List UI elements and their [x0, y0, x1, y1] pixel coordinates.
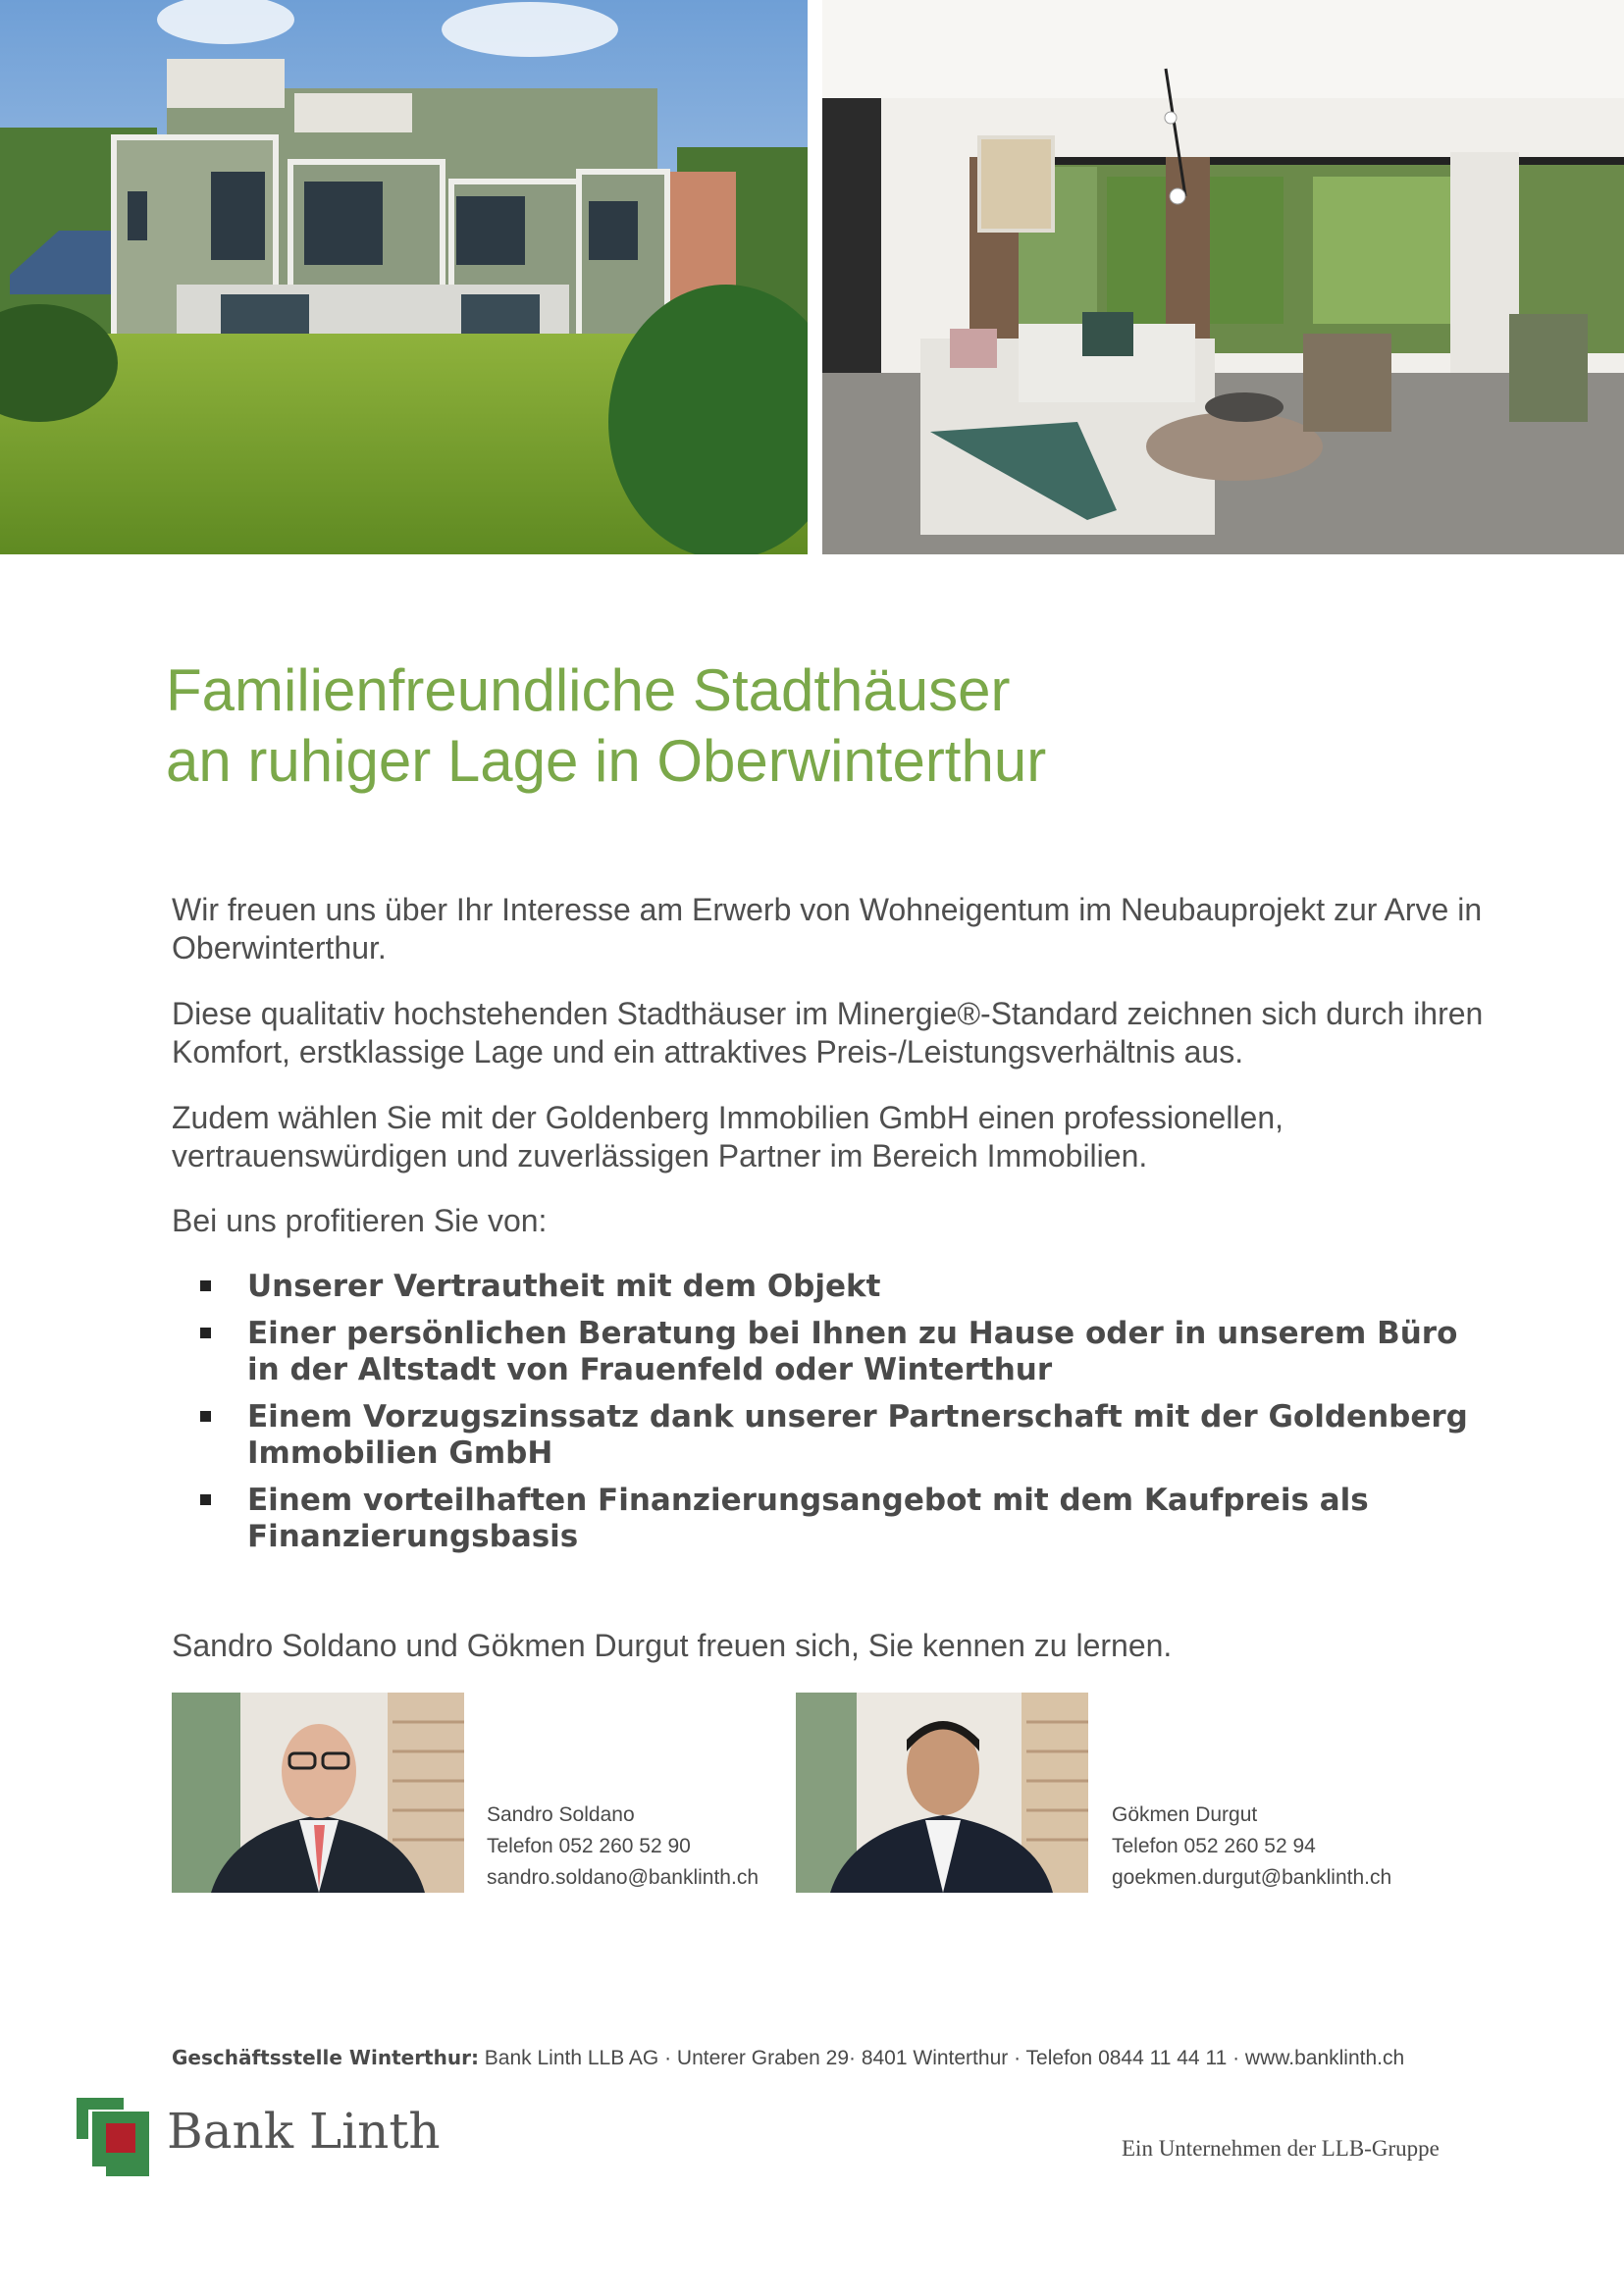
benefits-list	[196, 1269, 1472, 1566]
contact-phone[interactable]: Telefon 052 260 52 94	[1112, 1835, 1316, 1857]
bullet-icon	[200, 1411, 211, 1422]
brand-name: Bank Linth	[167, 2103, 441, 2160]
address-text: Bank Linth LLB AG · Unterer Graben 29· 8401 Winterthur · Telefon 0844 11 44 11 · www.banklinth.ch	[478, 2047, 1405, 2069]
title-line-1: Familienfreundliche Stadthäuser	[166, 657, 1011, 723]
list-item	[196, 1269, 1472, 1305]
contact-card-durgut	[1112, 1799, 1391, 1894]
list-item	[196, 1316, 1472, 1388]
contact-name: Sandro Soldano	[487, 1803, 635, 1826]
title-line-2: an ruhiger Lage in Oberwinterthur	[166, 728, 1047, 794]
office-label: Geschäftsstelle Winterthur:	[172, 2046, 479, 2069]
portrait-goekmen-durgut	[796, 1693, 1088, 1893]
bullet-icon	[200, 1494, 211, 1505]
bank-linth-logo-icon	[77, 2098, 165, 2176]
contact-email[interactable]: sandro.soldano@banklinth.ch	[487, 1866, 759, 1889]
list-item	[196, 1483, 1472, 1555]
quality-paragraph: Diese qualitativ hochstehenden Stadthäuser im Minergie®-Standard zeichnen sich durch ihren Komfort, erstklassige Lage und ein attraktives Preis-/Leistungsverhältnis aus.	[172, 996, 1484, 1069]
benefit-text: Einem vorteilhaften Finanzierungsangebot mit dem Kaufpreis als Finanzierungsbasis	[247, 1483, 1369, 1554]
list-item	[196, 1399, 1472, 1472]
benefit-text: Unserer Vertrautheit mit dem Objekt	[247, 1269, 881, 1304]
bullet-icon	[200, 1280, 211, 1291]
benefit-text: Einem Vorzugszinssatz dank unserer Partnerschaft mit der Goldenberg Immobilien GmbH	[247, 1399, 1468, 1471]
intro-paragraph: Wir freuen uns über Ihr Interesse am Erwerb von Wohneigentum im Neubauprojekt zur Arve in Oberwinterthur.	[172, 892, 1483, 965]
contact-email[interactable]: goekmen.durgut@banklinth.ch	[1112, 1866, 1392, 1889]
benefit-text: Einer persönlichen Beratung bei Ihnen zu Hause oder in unserem Büro in der Altstadt von Frauenfeld oder Winterthur	[247, 1316, 1458, 1387]
contact-name: Gökmen Durgut	[1112, 1803, 1258, 1826]
living-room-interior-photo	[822, 0, 1624, 554]
page-title	[166, 655, 1441, 797]
partner-paragraph: Zudem wählen Sie mit der Goldenberg Immobilien GmbH einen professionellen, vertrauenswürdigen und zuverlässigen Partner im Bereich Immobilien.	[172, 1100, 1284, 1174]
contact-card-soldano	[487, 1799, 759, 1894]
group-tagline: Ein Unternehmen der LLB-Gruppe	[1122, 2136, 1440, 2161]
townhouse-exterior-photo	[0, 0, 808, 554]
closing-sentence: Sandro Soldano und Gökmen Durgut freuen sich, Sie kennen zu lernen.	[172, 1628, 1173, 1663]
contact-phone[interactable]: Telefon 052 260 52 90	[487, 1835, 691, 1857]
benefits-intro: Bei uns profitieren Sie von:	[172, 1203, 548, 1238]
footer-address	[172, 2046, 1404, 2070]
portrait-sandro-soldano	[172, 1693, 464, 1893]
bullet-icon	[200, 1328, 211, 1338]
